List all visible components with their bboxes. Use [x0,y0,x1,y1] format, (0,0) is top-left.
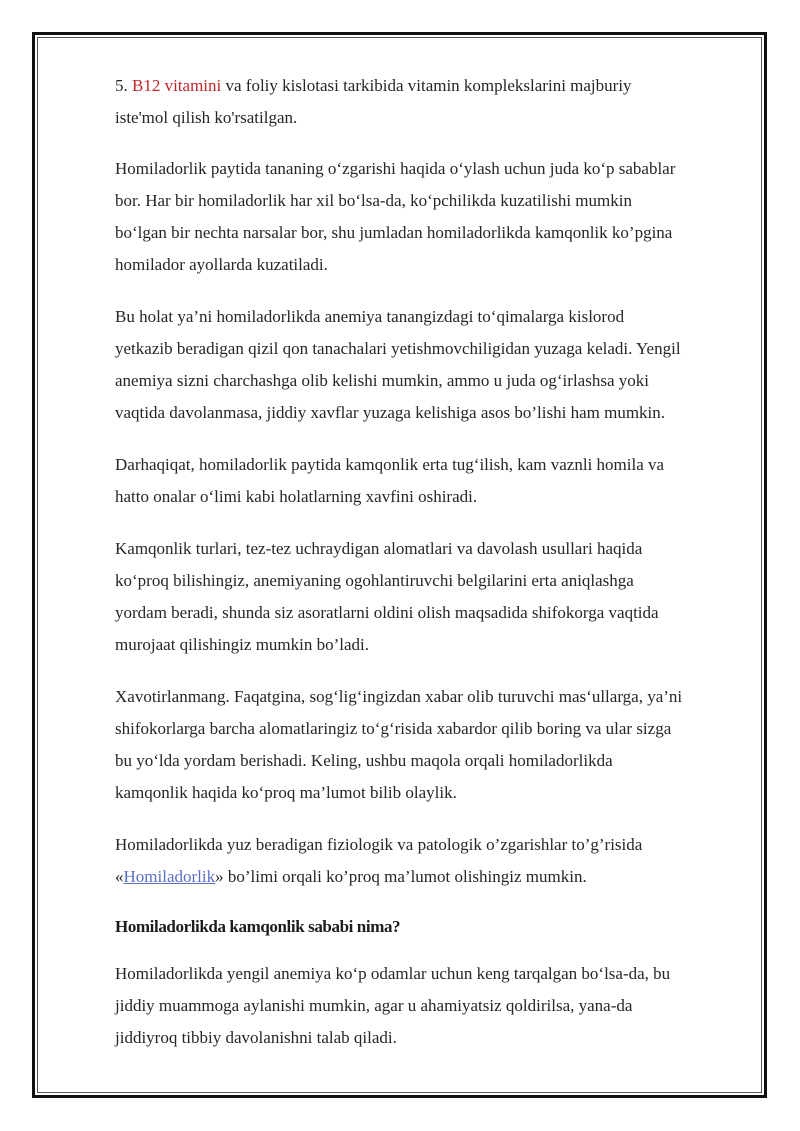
paragraph-line: murojaat qilishingiz mumkin bo’ladi. [115,635,370,654]
paragraph-section-reference [115,829,745,893]
paragraph-body-changes [115,153,745,281]
paragraph-line: va foliy kislotasi tarkibida vitamin komplekslarini majburiy [225,76,632,95]
paragraph-line: bo‘lgan bir nechta narsalar bor, shu jumladan homiladorlikda kamqonlik ko’pgina [115,223,673,242]
paragraph-line: vaqtida davolanmasa, jiddiy xavflar yuzaga kelishiga asos bo’lishi ham mumkin. [115,403,666,422]
quote-close: » [215,867,224,886]
paragraph-line: jiddiyroq tibbiy davolanishni talab qiladi. [115,1028,397,1047]
paragraph-risks [115,449,745,513]
paragraph-line: Xavotirlanmang. Faqatgina, sog‘lig‘ingizdan xabar olib turuvchi mas‘ullarga, ya’ni [115,687,683,706]
paragraph-line: homilador ayollarda kuzatiladi. [115,255,328,274]
paragraph-line: bor. Har bir homiladorlik har xil bo‘lsa-da, ko‘pchilikda kuzatilishi mumkin [115,191,632,210]
paragraph-mild-anemia [115,958,745,1054]
paragraph-line: Homiladorlik paytida tananing o‘zgarishi haqida o‘ylash uchun juda ko‘p sabablar [115,159,676,178]
paragraph-line: shifokorlarga barcha alomatlaringiz to‘g‘risida xabardor qilib boring va ular sizga [115,719,672,738]
paragraph-line: anemiya sizni charchashga olib kelishi mumkin, ammo u juda og‘irlashsa yoki [115,371,649,390]
paragraph-anemia-types [115,533,745,661]
paragraph-line: Darhaqiqat, homiladorlik paytida kamqonlik erta tug‘ilish, kam vaznli homila va [115,455,665,474]
paragraph-line: yordam beradi, shunda siz asoratlarni oldini olish maqsadida shifokorga vaqtida [115,603,659,622]
paragraph-line: hatto onalar o‘limi kabi holatlarning xavfini oshiradi. [115,487,478,506]
paragraph-vitamin-note [115,70,745,134]
paragraph-line: bu yo‘lda yordam berishadi. Keling, ushbu maqola orqali homiladorlikda [115,751,613,770]
paragraph-line: ko‘proq bilishingiz, anemiyaning ogohlantiruvchi belgilarini erta aniqlashga [115,571,634,590]
paragraph-anemia-cause [115,301,745,429]
document-body [115,70,745,1054]
paragraph-line: jiddiy muammoga aylanishi mumkin, agar u ahamiyatsiz qoldirilsa, yana-da [115,996,633,1015]
b12-vitamin-highlight: B12 vitamini [132,76,222,95]
paragraph-line: Homiladorlikda yuz beradigan fiziologik va patologik o’zgarishlar to’g’risida [115,835,643,854]
homiladorlik-link[interactable]: Homiladorlik [123,867,216,886]
list-number: 5. [115,76,128,95]
paragraph-line: iste'mol qilish ko'rsatilgan. [115,108,298,127]
paragraph-dont-worry [115,681,745,809]
paragraph-line: kamqonlik haqida ko‘proq ma’lumot bilib olaylik. [115,783,457,802]
paragraph-line: Bu holat ya’ni homiladorlikda anemiya tanangizdagi to‘qimalarga kislorod [115,307,625,326]
section-heading: Homiladorlikda kamqonlik sababi nima? [115,917,401,936]
paragraph-line: yetkazib beradigan qizil qon tanachalari yetishmovchiligidan yuzaga keladi. Yengil [115,339,681,358]
paragraph-line: Homiladorlikda yengil anemiya ko‘p odamlar uchun keng tarqalgan bo‘lsa-da, bu [115,964,671,983]
paragraph-line: Kamqonlik turlari, tez-tez uchraydigan alomatlari va davolash usullari haqida [115,539,643,558]
paragraph-line: bo’limi orqali ko’proq ma’lumot olishingiz mumkin. [223,867,587,886]
quote-open: « [115,867,124,886]
